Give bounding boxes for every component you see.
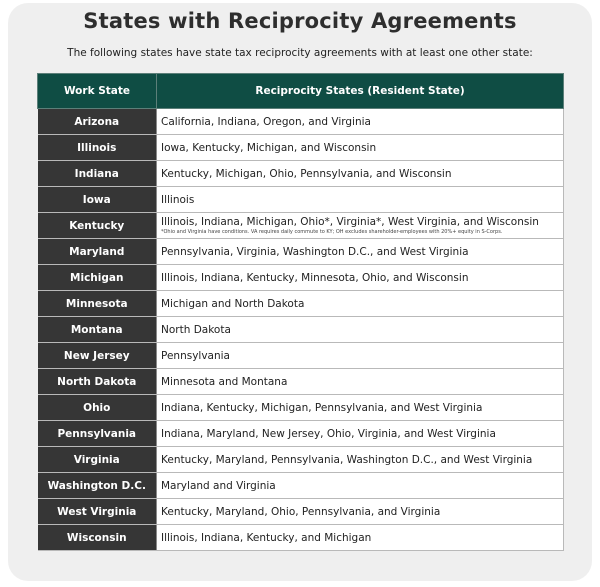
work-state-cell: Montana xyxy=(38,317,157,343)
table-row xyxy=(38,265,564,291)
footnote-text: *Ohio and Virginia have conditions. VA requires daily commute to KY; OH excludes shareholder-employees with 20%+ equity in S-Corps. xyxy=(161,229,503,235)
header-work-state: Work State xyxy=(38,74,157,109)
table-row xyxy=(38,525,564,551)
work-state-cell: West Virginia xyxy=(38,499,157,525)
reciprocity-cell: North Dakota xyxy=(157,317,564,343)
reciprocity-cell: Illinois, Indiana, Kentucky, Minnesota, Ohio, and Wisconsin xyxy=(157,265,564,291)
table-row xyxy=(38,161,564,187)
reciprocity-cell: Indiana, Kentucky, Michigan, Pennsylvania, and West Virginia xyxy=(157,395,564,421)
table-row xyxy=(38,317,564,343)
work-state-cell: North Dakota xyxy=(38,369,157,395)
reciprocity-cell: Illinois xyxy=(157,187,564,213)
reciprocity-cell: Kentucky, Michigan, Ohio, Pennsylvania, and Wisconsin xyxy=(157,161,564,187)
work-state-cell: Minnesota xyxy=(38,291,157,317)
work-state-cell: Virginia xyxy=(38,447,157,473)
reciprocity-cell: Indiana, Maryland, New Jersey, Ohio, Virginia, and West Virginia xyxy=(157,421,564,447)
table-row xyxy=(38,447,564,473)
table-row xyxy=(38,135,564,161)
work-state-cell: Arizona xyxy=(38,109,157,135)
reciprocity-cell: California, Indiana, Oregon, and Virginia xyxy=(157,109,564,135)
work-state-cell: Indiana xyxy=(38,161,157,187)
work-state-cell: Wisconsin xyxy=(38,525,157,551)
work-state-cell: Ohio xyxy=(38,395,157,421)
reciprocity-cell: Kentucky, Maryland, Pennsylvania, Washington D.C., and West Virginia xyxy=(157,447,564,473)
table-row xyxy=(38,473,564,499)
reciprocity-cell: Kentucky, Maryland, Ohio, Pennsylvania, and Virginia xyxy=(157,499,564,525)
reciprocity-cell: Michigan and North Dakota xyxy=(157,291,564,317)
work-state-cell: Michigan xyxy=(38,265,157,291)
table-header-row xyxy=(38,74,564,109)
reciprocity-text: Illinois, Indiana, Michigan, Ohio*, Virginia*, West Virginia, and Wisconsin xyxy=(161,216,539,228)
work-state-cell: Maryland xyxy=(38,239,157,265)
reciprocity-cell xyxy=(157,213,564,239)
reciprocity-cell: Maryland and Virginia xyxy=(157,473,564,499)
table-row xyxy=(38,369,564,395)
page-subtitle: The following states have state tax reciprocity agreements with at least one other state: xyxy=(67,47,533,59)
table-row xyxy=(38,187,564,213)
table-row xyxy=(38,499,564,525)
reciprocity-cell: Iowa, Kentucky, Michigan, and Wisconsin xyxy=(157,135,564,161)
reciprocity-cell: Minnesota and Montana xyxy=(157,369,564,395)
reciprocity-cell: Pennsylvania xyxy=(157,343,564,369)
header-reciprocity-states: Reciprocity States (Resident State) xyxy=(157,74,564,109)
page-title: States with Reciprocity Agreements xyxy=(83,9,517,33)
table-row xyxy=(38,109,564,135)
reciprocity-table xyxy=(37,73,564,551)
work-state-cell: Illinois xyxy=(38,135,157,161)
work-state-cell: New Jersey xyxy=(38,343,157,369)
work-state-cell: Kentucky xyxy=(38,213,157,239)
table-row xyxy=(38,291,564,317)
table-row xyxy=(38,395,564,421)
table-row xyxy=(38,421,564,447)
table-row xyxy=(38,343,564,369)
table-row xyxy=(38,239,564,265)
work-state-cell: Washington D.C. xyxy=(38,473,157,499)
reciprocity-cell: Pennsylvania, Virginia, Washington D.C., and West Virginia xyxy=(157,239,564,265)
reciprocity-cell: Illinois, Indiana, Kentucky, and Michigan xyxy=(157,525,564,551)
work-state-cell: Pennsylvania xyxy=(38,421,157,447)
work-state-cell: Iowa xyxy=(38,187,157,213)
table-row xyxy=(38,213,564,239)
